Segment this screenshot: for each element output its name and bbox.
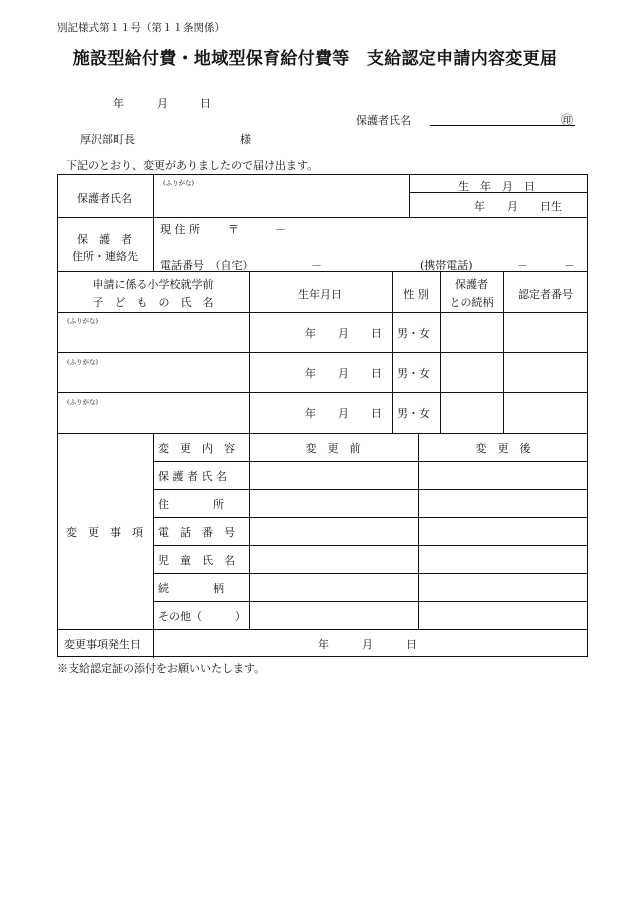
after-field-relation[interactable] [419,574,586,600]
honorific: 様 [240,133,251,146]
row-divider [58,629,588,630]
before-field-phone[interactable] [250,518,416,544]
change-item-address: 住 所 [158,498,224,511]
address-field[interactable] [240,218,580,240]
child-birth-field[interactable]: 年 月 日 [305,367,382,380]
col-divider [153,175,154,271]
guardian-address-label-1: 保 護 者 [77,233,132,246]
child-relation-header-1: 保護者 [455,278,488,291]
child-furigana-label: (ふりがな) [67,317,99,325]
child-name-header-2: 子 ど も の 氏 名 [92,296,214,309]
date-year-label: 年 [113,97,124,110]
child-sex-header: 性 別 [403,288,429,301]
date-day-label: 日 [200,97,211,110]
child-birth-field[interactable]: 年 月 日 [305,407,382,420]
col-divider [153,433,154,658]
row-divider [58,392,588,393]
row-divider [58,271,588,272]
change-item-relation: 続 柄 [158,582,224,595]
current-address-label: 現 住 所 [160,223,200,236]
row-divider [58,312,588,313]
child-name-field[interactable] [60,364,246,390]
before-field-relation[interactable] [250,574,416,600]
child-sex-option[interactable]: 男・女 [397,367,430,380]
child-name-header-1: 申請に係る小学校就学前 [92,278,214,291]
change-item-child-name: 児 童 氏 名 [158,554,235,567]
change-after-header: 変 更 後 [475,442,531,455]
child-birth-header: 生年月日 [298,288,342,301]
home-phone-dash: － [311,259,322,272]
form-title: 施設型給付費・地域型保育給付費等 支給認定申請内容変更届 [72,49,558,69]
cert-number-header: 認定者番号 [518,288,573,301]
after-field-address[interactable] [419,490,586,516]
after-field-guardian-name[interactable] [419,462,586,488]
guardian-birth-label: 生 年 月 日 [458,180,535,193]
home-phone-label: 電話番号 （自宅） [160,259,254,272]
guardian-signature-line[interactable] [430,125,575,126]
guardian-signature-label: 保護者氏名 [356,114,411,127]
guardian-name-label: 保護者氏名 [77,192,132,205]
after-field-phone[interactable] [419,518,586,544]
form-number: 別記様式第１１号（第１１条関係） [57,22,225,34]
postal-dash: － [275,223,286,236]
occurrence-date-field[interactable]: 年 月 日 [318,638,417,651]
guardian-address-label-2: 住所・連絡先 [72,250,138,263]
child-sex-option[interactable]: 男・女 [397,407,430,420]
after-field-child-name[interactable] [419,546,586,572]
change-content-header: 変 更 内 容 [158,442,235,455]
mobile-phone-dash: － [564,259,575,272]
change-before-header: 変 更 前 [305,442,361,455]
child-name-field[interactable] [60,404,246,430]
date-month-label: 月 [157,97,168,110]
child-birth-field[interactable]: 年 月 日 [305,327,382,340]
guardian-name-field[interactable] [155,186,405,214]
mobile-phone-label: (携帯電話) [420,259,473,272]
before-field-other[interactable] [250,602,416,628]
seal-mark: ㊞ [561,113,574,127]
postal-mark: 〒 [228,223,239,236]
attachment-note: ※支給認定証の添付をお願いいたします。 [57,662,266,675]
before-field-guardian-name[interactable] [250,462,416,488]
before-field-address[interactable] [250,490,416,516]
guardian-furigana-label: (ふりがな) [163,179,195,187]
child-relation-header-2: との続柄 [449,296,494,309]
changes-section-label: 変 更 事 項 [66,526,143,539]
occurrence-date-label: 変更事項発生日 [64,638,141,651]
child-sex-option[interactable]: 男・女 [397,327,430,340]
child-furigana-label: (ふりがな) [67,358,99,366]
change-item-guardian-name: 保 護 者 氏 名 [158,470,227,483]
before-field-child-name[interactable] [250,546,416,572]
after-field-other[interactable] [419,602,586,628]
guardian-birth-field[interactable]: 年 月 日生 [474,200,562,213]
child-furigana-label: (ふりがな) [67,398,99,406]
change-item-phone: 電 話 番 号 [158,526,235,539]
mobile-phone-dash: － [517,259,528,272]
change-item-other: その他（ ） [158,610,246,623]
row-divider [58,352,588,353]
addressee: 厚沢部町長 [80,133,135,146]
row-divider [58,433,588,434]
intro-text: 下記のとおり、変更がありましたので届け出ます。 [66,159,319,172]
child-name-field[interactable] [60,324,246,350]
col-divider [409,175,410,217]
